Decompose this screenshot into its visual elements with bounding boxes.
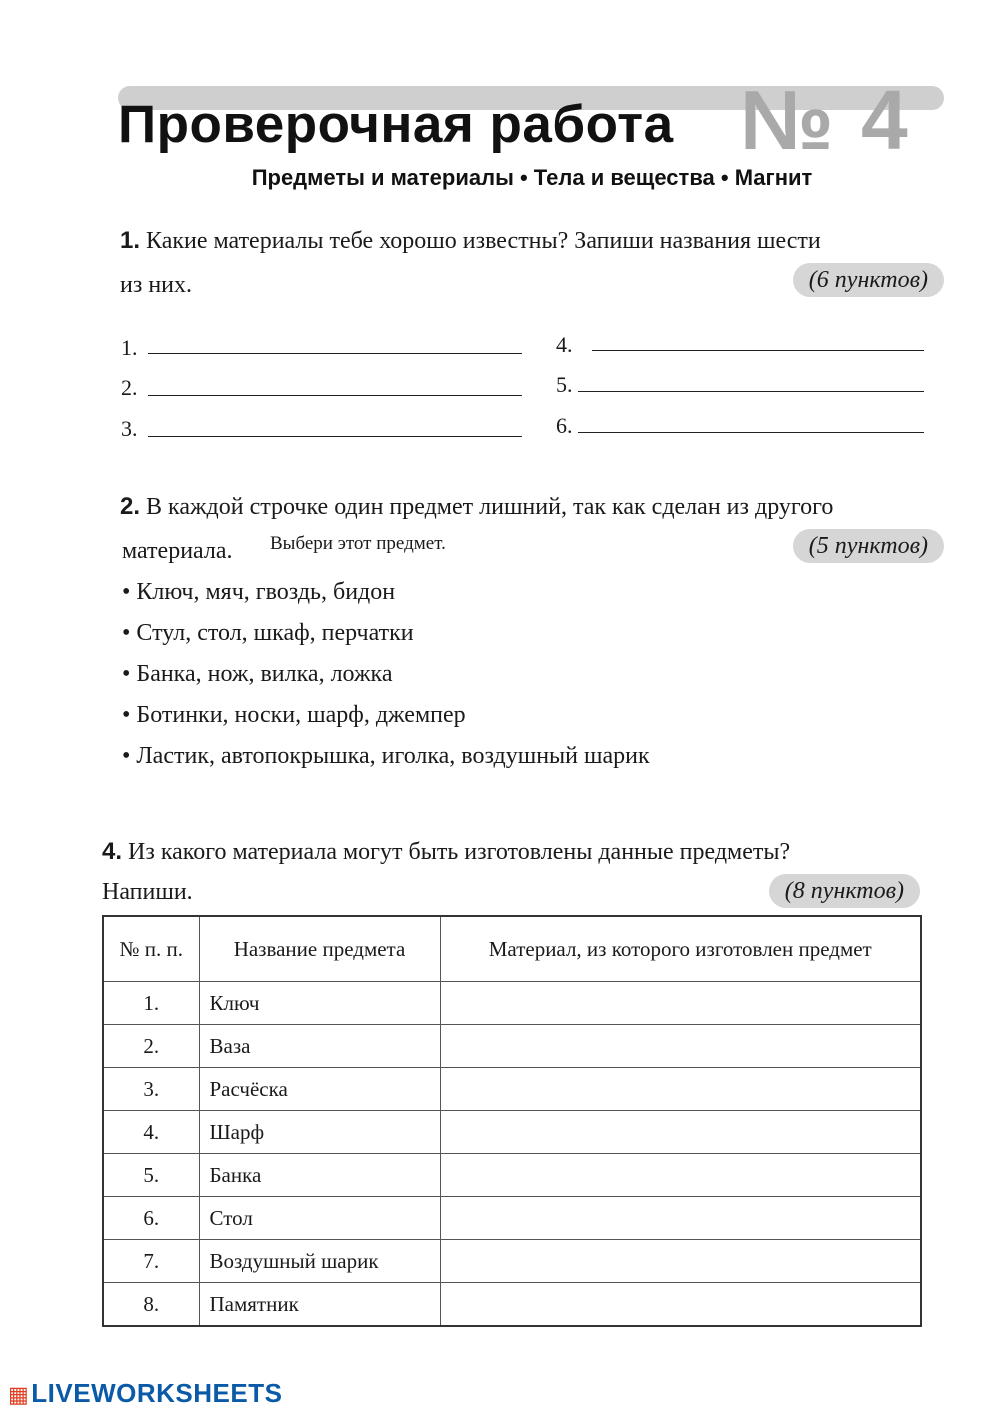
worksheet-number: № 4 xyxy=(740,73,910,167)
header-number: № п. п. xyxy=(103,916,199,982)
task1-text-2: из них. xyxy=(120,272,193,298)
task2-line1 xyxy=(120,485,833,529)
list-item[interactable]: • Банка, нож, вилка, ложка xyxy=(122,654,650,695)
page-subtitle: Предметы и материалы • Тела и вещества • Магнит xyxy=(251,165,813,190)
material-answer-cell[interactable] xyxy=(440,1240,921,1283)
list-item[interactable]: • Ластик, автопокрышка, иголка, воздушный шарик xyxy=(122,736,650,777)
task4-points-badge: (8 пунктов) xyxy=(769,874,920,908)
table-row xyxy=(103,1111,921,1154)
task4-text-1: Из какого материала могут быть изготовлены данные предметы? xyxy=(128,839,791,865)
list-item[interactable]: • Ботинки, носки, шарф, джемпер xyxy=(122,695,650,736)
task4-text-2: Напиши. xyxy=(102,879,193,905)
row-number: 3. xyxy=(103,1068,199,1111)
row-item-name: Памятник xyxy=(199,1283,440,1327)
answer-label-3: 3. xyxy=(121,416,138,441)
row-item-name: Шарф xyxy=(199,1111,440,1154)
material-answer-cell[interactable] xyxy=(440,1068,921,1111)
material-answer-cell[interactable] xyxy=(440,1025,921,1068)
row-item-name: Ключ xyxy=(199,982,440,1025)
answer-label-5: 5. xyxy=(556,372,573,397)
row-item-name: Ваза xyxy=(199,1025,440,1068)
material-answer-cell[interactable] xyxy=(440,1154,921,1197)
answer-label-6: 6. xyxy=(556,413,573,438)
table-row xyxy=(103,1154,921,1197)
table-row xyxy=(103,1283,921,1327)
table-header-row xyxy=(103,916,921,982)
task1-number: 1. xyxy=(120,227,141,254)
row-item-name: Стол xyxy=(199,1197,440,1240)
liveworksheets-logo xyxy=(8,1378,282,1409)
task4-line1 xyxy=(102,830,790,874)
task2-text-1: В каждой строчке один предмет лишний, так как сделан из другого xyxy=(146,494,834,520)
table-row xyxy=(103,1068,921,1111)
material-answer-cell[interactable] xyxy=(440,1111,921,1154)
task1-line1 xyxy=(120,219,821,263)
task2-text-2: материала. xyxy=(122,538,233,564)
table-row xyxy=(103,1240,921,1283)
row-item-name: Воздушный шарик xyxy=(199,1240,440,1283)
list-item[interactable]: • Стул, стол, шкаф, перчатки xyxy=(122,613,650,654)
liveworksheets-logo-icon: ▦ xyxy=(8,1382,30,1407)
row-number: 8. xyxy=(103,1283,199,1327)
row-number: 5. xyxy=(103,1154,199,1197)
table-row xyxy=(103,982,921,1025)
row-item-name: Банка xyxy=(199,1154,440,1197)
task2-instruction: Выбери этот предмет. xyxy=(270,533,446,554)
task1-points-badge: (6 пунктов) xyxy=(793,263,944,297)
answer-label-2: 2. xyxy=(121,375,138,400)
task2-number: 2. xyxy=(120,493,141,520)
answer-label-4: 4. xyxy=(556,332,573,357)
answer-line-2[interactable] xyxy=(148,395,522,396)
header-item-name: Название предмета xyxy=(199,916,440,982)
answer-line-3[interactable] xyxy=(148,436,522,437)
materials-table xyxy=(102,915,922,1327)
answer-line-4[interactable] xyxy=(592,350,924,351)
answer-line-6[interactable] xyxy=(578,432,924,433)
row-number: 6. xyxy=(103,1197,199,1240)
material-answer-cell[interactable] xyxy=(440,1197,921,1240)
material-answer-cell[interactable] xyxy=(440,982,921,1025)
row-number: 1. xyxy=(103,982,199,1025)
answer-label-1: 1. xyxy=(121,335,138,360)
row-number: 4. xyxy=(103,1111,199,1154)
liveworksheets-logo-text: LIVEWORKSHEETS xyxy=(31,1378,283,1408)
table-row xyxy=(103,1025,921,1068)
list-item[interactable]: • Ключ, мяч, гвоздь, бидон xyxy=(122,572,650,613)
row-number: 2. xyxy=(103,1025,199,1068)
task2-item-list xyxy=(122,572,650,777)
task1-text-1: Какие материалы тебе хорошо известны? Запиши названия шести xyxy=(146,228,821,254)
row-number: 7. xyxy=(103,1240,199,1283)
task4-number: 4. xyxy=(102,838,123,865)
task2-points-badge: (5 пунктов) xyxy=(793,529,944,563)
page-title: Проверочная работа xyxy=(118,95,674,154)
row-item-name: Расчёска xyxy=(199,1068,440,1111)
table-row xyxy=(103,1197,921,1240)
header-material: Материал, из которого изготовлен предмет xyxy=(440,916,921,982)
answer-line-5[interactable] xyxy=(578,391,924,392)
material-answer-cell[interactable] xyxy=(440,1283,921,1327)
answer-line-1[interactable] xyxy=(148,353,522,354)
